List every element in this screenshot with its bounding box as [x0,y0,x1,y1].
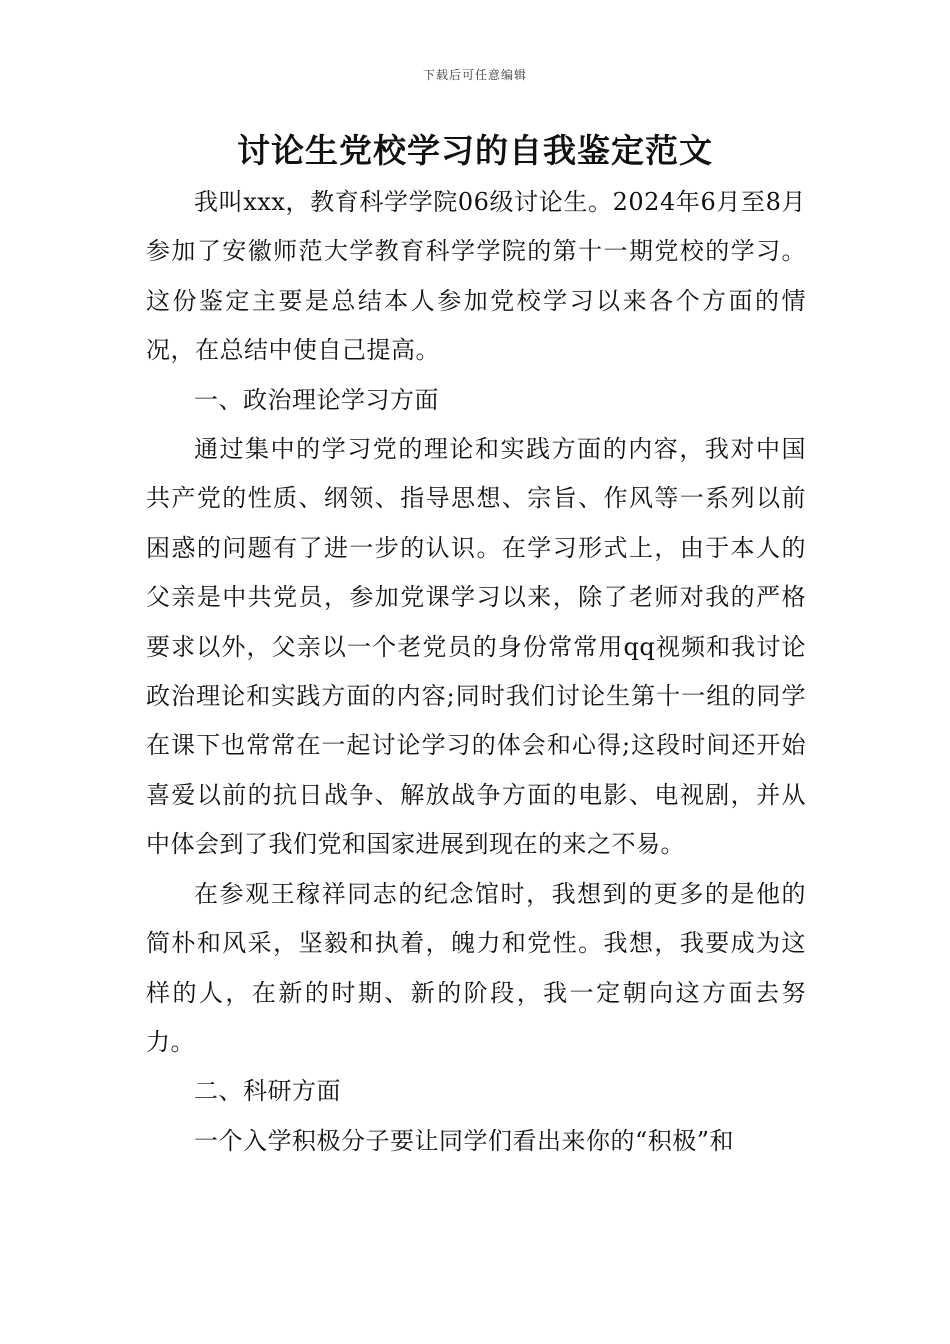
document-title: 讨论生党校学习的自我鉴定范文 [237,131,713,170]
section-heading-research: 二、科研方面 [194,1077,341,1106]
document-body [146,178,806,1166]
paragraph-political-theory: 通过集中的学习党的理论和实践方面的内容，我对中国共产党的性质、纲领、指导思想、宗旨、作风等一系列以前困惑的问题有了进一步的认识。在学习形式上，由于本人的父亲是中共党员，参加党课学习以来，除了老师对我的严格要求以外，父亲以一个老党员的身份常常用qq视频和我讨论政治理论和实践方面的内容;同时我们讨论生第十一组的同学在课下也常常在一起讨论学习的体会和心得;这段时间还开始喜爱以前的抗日战争、解放战争方面的电影、电视剧，并从中体会到了我们党和国家进展到现在的来之不易。 [146,435,806,859]
paragraph-intro: 我叫xxx，教育科学学院06级讨论生。2024年6月至8月参加了安徽师范大学教育科学学院的第十一期党校的学习。这份鉴定主要是总结本人参加党校学习以来各个方面的情况，在总结中使自己提高。 [146,188,806,365]
section-heading-political-theory: 一、政治理论学习方面 [194,385,439,414]
paragraph-memorial-visit: 在参观王稼祥同志的纪念馆时，我想到的更多的是他的简朴和风采，坚毅和执着，魄力和党性。我想，我要成为这样的人，在新的时期、新的阶段，我一定朝向这方面去努力。 [146,879,806,1056]
header-note: 下载后可任意编辑 [422,68,527,82]
paragraph-research: 一个入学积极分子要让同学们看出来你的“积极”和 [194,1126,735,1155]
